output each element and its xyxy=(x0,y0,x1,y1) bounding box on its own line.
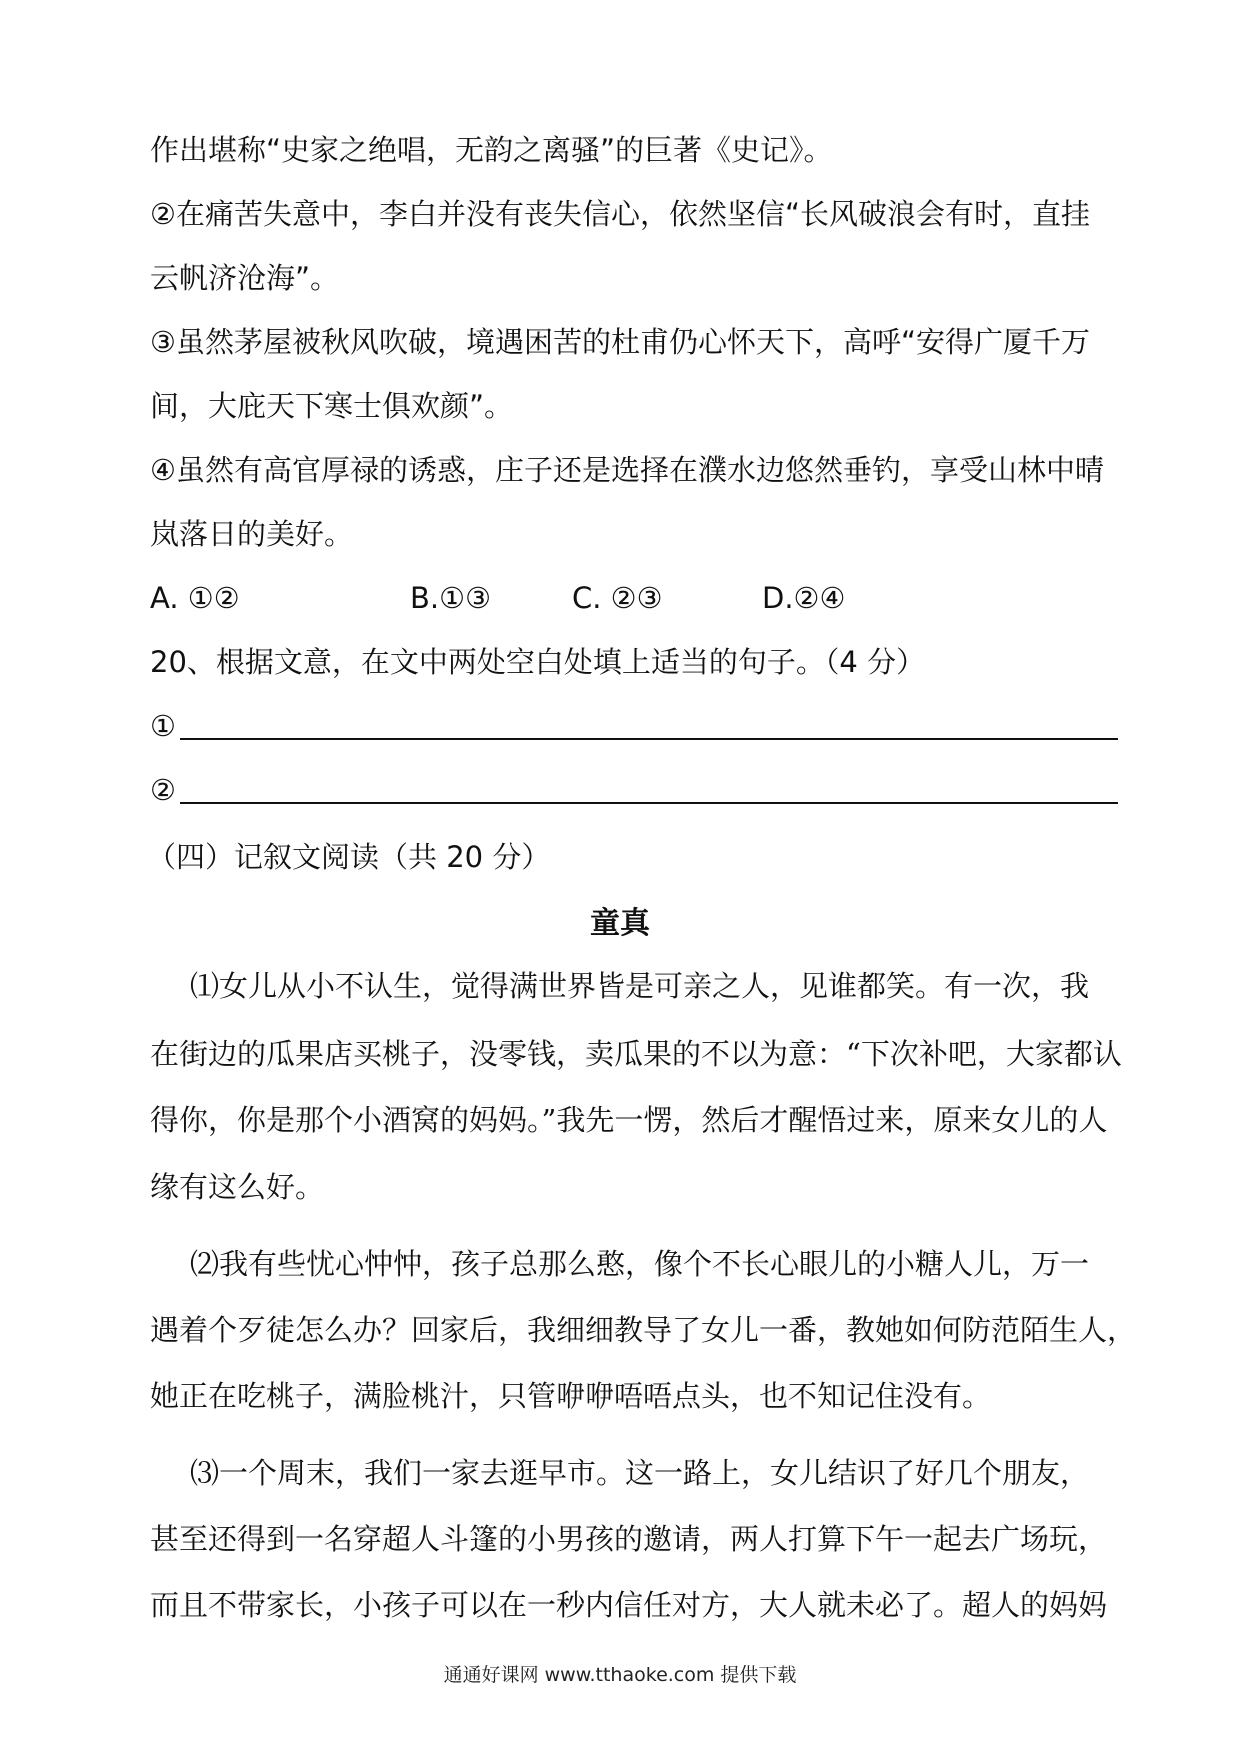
story-line-4: 缘有这么好。 xyxy=(150,1170,325,1204)
section-header: （四）记叙文阅读（共 20 分） xyxy=(147,840,551,874)
answer-blank-1 xyxy=(150,706,1118,746)
story-line-9: 甚至还得到一名穿超人斗篷的小男孩的邀请，两人打算下午一起去广场玩， xyxy=(150,1522,1108,1556)
passage-line-7: 岚落日的美好。 xyxy=(150,517,354,551)
passage-line-4: ③虽然茅屋被秋风吹破，境遇困苦的杜甫仍心怀天下，高呼“安得广厦千万 xyxy=(150,325,1091,359)
passage-line-1: 作出堪称“史家之绝唱，无韵之离骚”的巨著《史记》。 xyxy=(150,133,833,167)
story-line-10: 而且不带家长，小孩子可以在一秒内信任对方，大人就未必了。超人的妈妈 xyxy=(150,1588,1108,1622)
passage-line-6: ④虽然有高官厚禄的诱惑，庄子还是选择在濮水边悠然垂钓，享受山林中晴 xyxy=(150,453,1104,487)
story-line-3: 得你，你是那个小酒窝的妈妈。”我先一愣，然后才醒悟过来，原来女儿的人 xyxy=(150,1103,1108,1137)
story-line-2: 在街边的瓜果店买桃子，没零钱，卖瓜果的不以为意：“下次补吧，大家都认 xyxy=(150,1037,1122,1071)
passage-line-2: ②在痛苦失意中，李白并没有丧失信心，依然坚信“长风破浪会有时，直挂 xyxy=(150,197,1091,231)
story-line-1: ⑴女儿从小不认生，觉得满世界皆是可亲之人，见谁都笑。有一次，我 xyxy=(190,969,1090,1003)
passage-line-3: 云帆济沧海”。 xyxy=(150,261,340,295)
passage-line-5: 间，大庇天下寒士俱欢颜”。 xyxy=(150,389,514,423)
option-d: D.②④ xyxy=(762,581,846,615)
option-a: A. ①② xyxy=(150,581,240,615)
question-20-prompt: 20、根据文意，在文中两处空白处填上适当的句子。（4 分） xyxy=(150,645,926,679)
story-line-8: ⑶一个周末，我们一家去逛早市。这一路上，女儿结识了好几个朋友， xyxy=(190,1456,1090,1490)
story-title: 童真 xyxy=(590,906,650,941)
story-line-6: 遇着个歹徒怎么办？回家后，我细细教导了女儿一番，教她如何防范陌生人， xyxy=(150,1313,1137,1347)
answer-blank-1-line xyxy=(180,738,1118,740)
page-footer: 通通好课网 www.tthaoke.com 提供下载 xyxy=(443,1664,797,1686)
story-line-5: ⑵我有些忧心忡忡，孩子总那么憨，像个不长心眼儿的小糖人儿，万一 xyxy=(190,1247,1090,1281)
answer-blank-2 xyxy=(150,770,1118,810)
answer-blank-2-label: ② xyxy=(150,773,176,807)
answer-blank-1-label: ① xyxy=(150,709,176,743)
answer-blank-2-line xyxy=(180,802,1118,804)
story-line-7: 她正在吃桃子，满脸桃汁，只管咿咿唔唔点头，也不知记住没有。 xyxy=(150,1379,992,1413)
option-c: C. ②③ xyxy=(572,581,663,615)
option-b: B.①③ xyxy=(410,581,492,615)
